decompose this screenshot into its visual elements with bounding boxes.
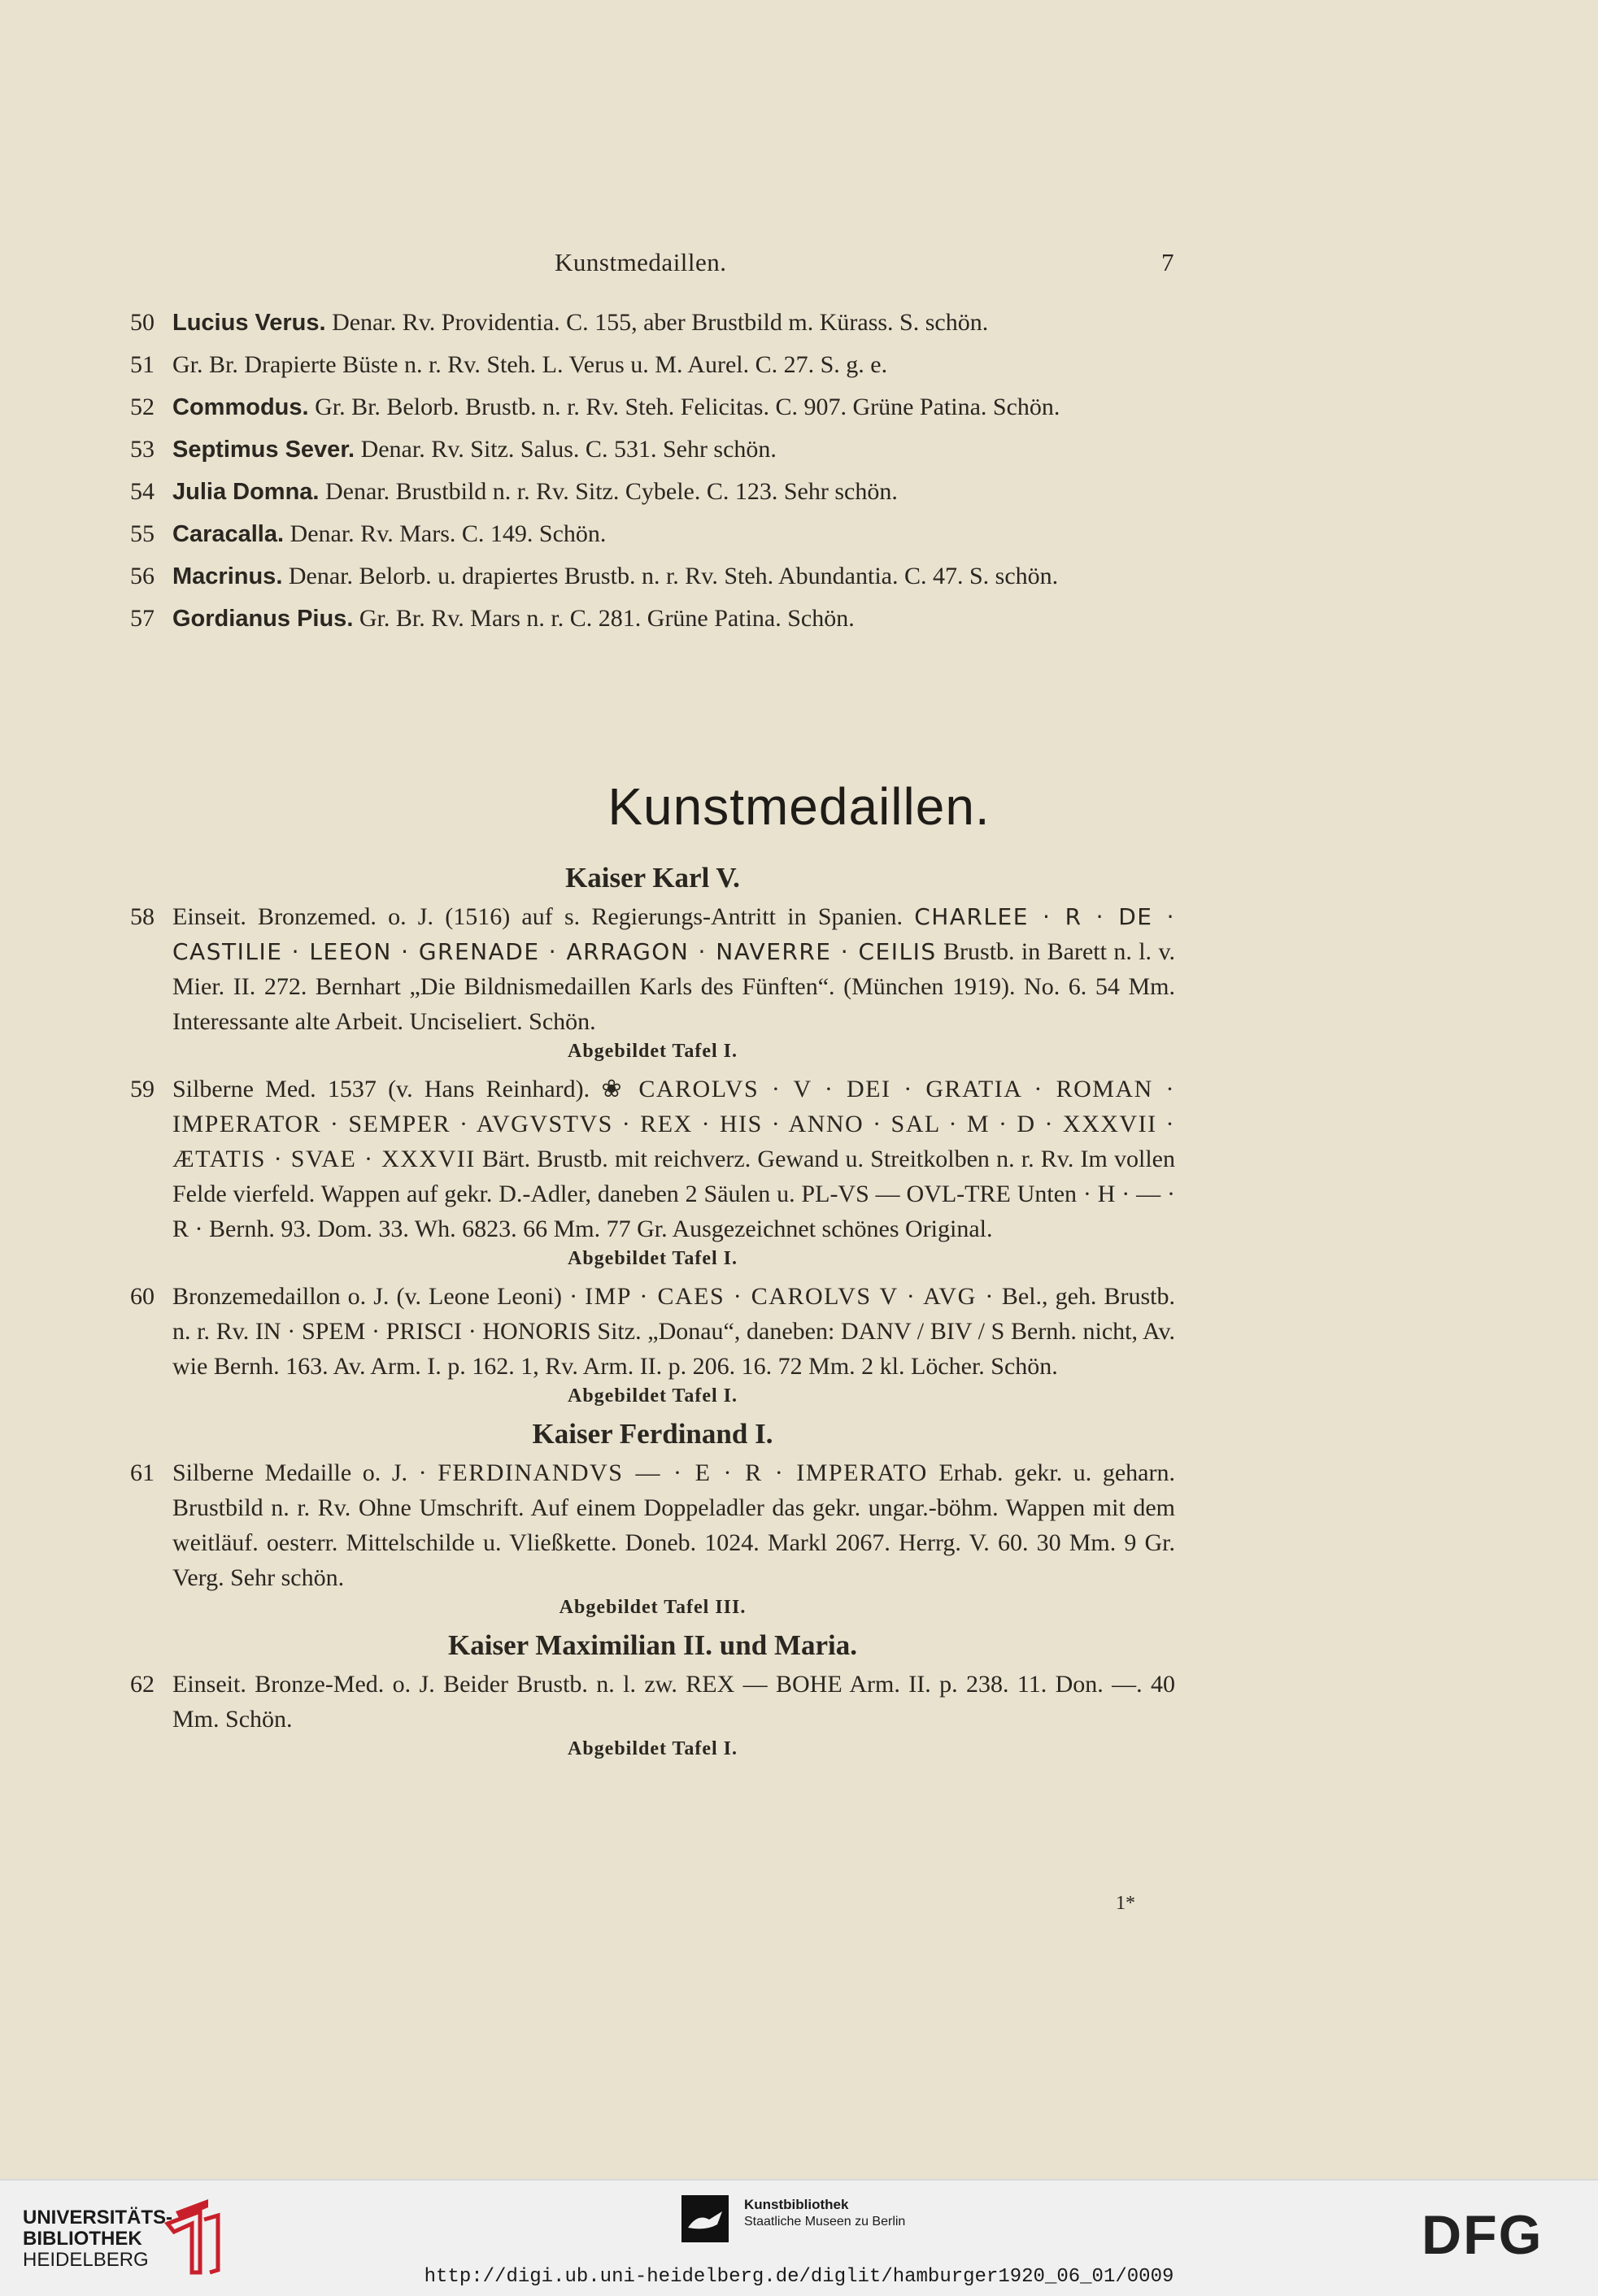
uni-line-2: BIBLIOTHEK xyxy=(23,2228,142,2250)
list-item: 51 Gr. Br. Drapierte Büste n. r. Rv. Steh. L. Verus u. M. Aurel. C. 27. S. g. e. xyxy=(130,351,888,378)
section-title: Kunstmedaillen. xyxy=(607,777,991,836)
plate-reference: Abgebildet Tafel I. xyxy=(567,1248,738,1269)
dfg-logo[interactable]: DFG xyxy=(1422,2204,1544,2266)
uni-line-1: UNIVERSITÄTS- xyxy=(23,2207,173,2229)
heading-maximilian: Kaiser Maximilian II. und Maria. xyxy=(448,1629,857,1661)
plate-reference: Abgebildet Tafel I. xyxy=(567,1041,738,1062)
page-url[interactable]: http://digi.ub.uni-heidelberg.de/diglit/hamburger1920_06_01/0009 xyxy=(424,2266,1174,2288)
list-item: 60 Bronzemedaillon o. J. (v. Leone Leoni) · IMP · CAES · CAROLVS V · AVG · Bel., geh. Brustb. n. r. Rv. IN · SPEM · PRISCI · HONORIS Sitz. „Donau“, daneben: DANV / BIV / S Bernh. nicht, Av. wie Bernh. 163. Av. Arm. I. p. 162. 1, Rv. Arm. II. p. 206. 16. 72 Mm. 2 kl. Löcher. Schön. xyxy=(130,1283,1175,1380)
list-item: 54 Julia Domna. Denar. Brustbild n. r. Rv. Sitz. Cybele. C. 123. Sehr schön. xyxy=(130,478,898,505)
list-item: 50 Lucius Verus. Denar. Rv. Providentia. C. 155, aber Brustbild m. Kürass. S. schön. xyxy=(130,309,989,336)
signature-mark: 1* xyxy=(1116,1893,1135,1914)
heidelberg-emblem-icon xyxy=(159,2195,224,2276)
running-head-title: Kunstmedaillen. xyxy=(555,248,727,276)
kunstbibliothek-logo-icon xyxy=(681,2195,730,2244)
list-item: 61 Silberne Medaille o. J. · FERDINANDVS — · E · R · IMPERATO Erhab. gekr. u. geharn. Brustbild n. r. Rv. Ohne Umschrift. Auf einem Doppeladler das gekr. ungar.-böhm. Wappen mit dem weitläuf. oesterr. Mittelschilde u. Vließkette. Doneb. 1024. Markl 2067. Herrg. V. 60. 30 Mm. 9 Gr. Verg. Sehr schön. xyxy=(130,1459,1175,1591)
heading-ferdinand: Kaiser Ferdinand I. xyxy=(532,1418,773,1450)
list-item: 62 Einseit. Bronze-Med. o. J. Beider Brustb. n. l. zw. REX — BOHE Arm. II. p. 238. 11. Don. —. 40 Mm. Schön. xyxy=(130,1671,1175,1733)
heading-karl-v: Kaiser Karl V. xyxy=(565,862,740,894)
page-number: 7 xyxy=(1161,248,1174,276)
roman-coins-list xyxy=(130,305,1175,637)
medal-legend: FERDINANDVS — · E · R · IMPERATO xyxy=(438,1459,928,1486)
university-library-logo[interactable] xyxy=(23,2207,172,2271)
kunstbibliothek-label: Kunstbibliothek Staatliche Museen zu Berlin xyxy=(744,2197,906,2229)
list-item: 59 Silberne Med. 1537 (v. Hans Reinhard). ❀ CAROLVS · V · DEI · GRATIA · ROMAN · IMPERATOR · SEMPER · AVGVSTVS · REX · HIS · ANNO · SAL · M · D · XXXVII · ÆTATIS · SVAE · XXXVII Bärt. Brustb. mit reichverz. Gewand u. Streitkolben n. r. Rv. Im vollen Felde vierfeld. Wappen auf gekr. D.-Adler, daneben 2 Säulen u. PL-VS — OVL-TRE Unten · H · — · R · Bernh. 93. Dom. 33. Wh. 6823. 66 Mm. 77 Gr. Ausgezeichnet schönes Original. xyxy=(130,1076,1176,1242)
list-item: 53 Septimus Sever. Denar. Rv. Sitz. Salus. C. 531. Sehr schön. xyxy=(130,436,777,463)
medal-legend: IMP · CAES · CAROLVS V · AVG · xyxy=(585,1283,995,1310)
list-item: 58 Einseit. Bronzemed. o. J. (1516) auf s. Regierungs-Antritt in Spanien. CHARLEE · R · DE · CASTILIE · LEEON · GRENADE · ARRAGON · NAVERRE · CEILIS Brustb. in Barett n. l. v. Mier. II. 272. Bernhart „Die Bildnismedaillen Karls des Fünften“. (München 1919). No. 6. 54 Mm. Interessante alte Arbeit. Unciseliert. Schön. xyxy=(130,903,1175,1035)
plate-reference: Abgebildet Tafel I. xyxy=(567,1385,738,1407)
list-item: 52 Commodus. Gr. Br. Belorb. Brustb. n. r. Rv. Steh. Felicitas. C. 907. Grüne Patina. Schön. xyxy=(130,394,1060,420)
medal-legend: CHARLEE · R · DE · CASTILIE · LEEON · GRENADE · ARRAGON · NAVERRE · CEILIS xyxy=(172,903,1175,965)
uni-line-3: HEIDELBERG xyxy=(23,2249,149,2271)
list-item: 57 Gordianus Pius. Gr. Br. Rv. Mars n. r. C. 281. Grüne Patina. Schön. xyxy=(130,605,855,632)
medals-section xyxy=(130,854,1175,1766)
plate-reference: Abgebildet Tafel III. xyxy=(559,1597,747,1618)
list-item: 55 Caracalla. Denar. Rv. Mars. C. 149. Schön. xyxy=(130,520,607,547)
plate-reference: Abgebildet Tafel I. xyxy=(567,1738,738,1759)
list-item: 56 Macrinus. Denar. Belorb. u. drapiertes Brustb. n. r. Rv. Steh. Abundantia. C. 47. S. schön. xyxy=(130,563,1059,589)
medal-legend: CAROLVS · V · DEI · GRATIA · ROMAN · IMPERATOR · SEMPER · AVGVSTVS · REX · HIS · ANNO · SAL · M · D · XXXVII · ÆTATIS · SVAE · XXXVII xyxy=(172,1076,1175,1172)
